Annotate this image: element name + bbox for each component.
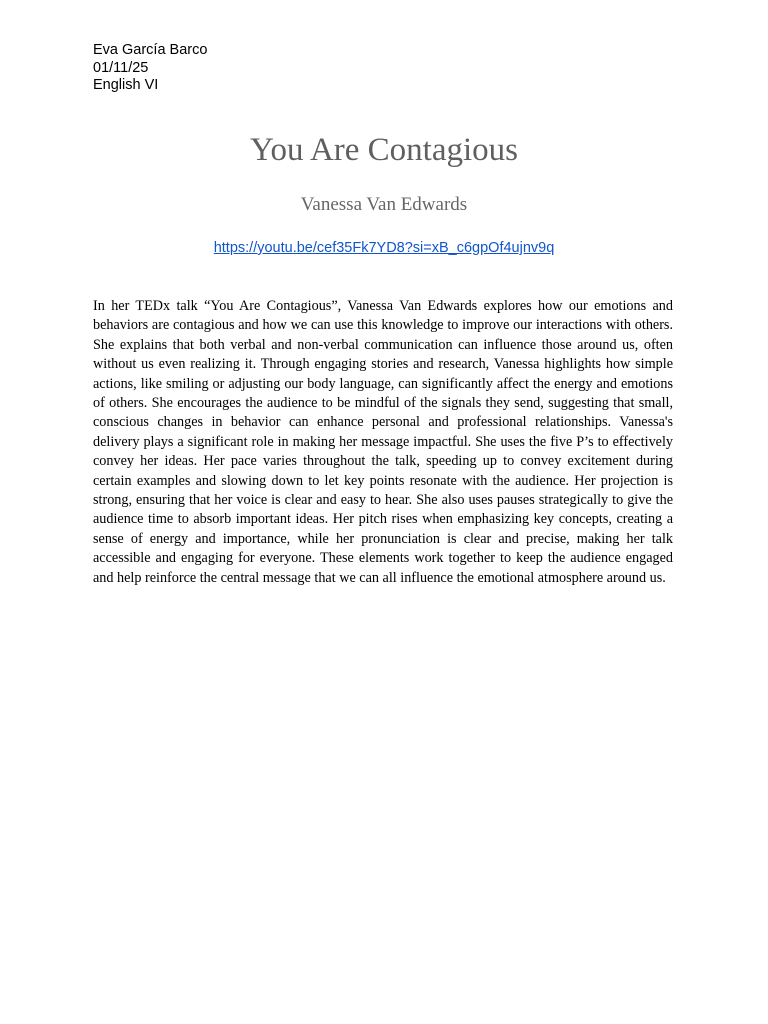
video-link[interactable]: https://youtu.be/cef35Fk7YD8?si=xB_c6gpOf4ujnv9q [213,240,555,256]
author-name: Eva García Barco [93,42,208,58]
document-date: 01/11/25 [93,59,149,76]
document-header [93,42,207,95]
document-subtitle: Vanessa Van Edwards [300,194,468,215]
body-paragraph: In her TEDx talk “You Are Contagious”, Vanessa Van Edwards explores how our emotions and behaviors are contagious and how we can use this knowledge to improve our interactions with others. She explains that both verbal and non-verbal communication can influence those around us, often without us even realizing it. Through engaging stories and research, Vanessa highlights how simple actions, like smiling or adjusting our body language, can significantly affect the energy and emotions of others. She encourages the audience to be mindful of the signals they send, suggesting that small, conscious changes in behavior can enhance personal and professional relationships. Vanessa's delivery plays a significant role in making her message impactful. She uses the five P’s to effectively convey her ideas. Her pace varies throughout the talk, speeding up to convey excitement during certain examples and slowing down to let key points resonate with the audience. Her projection is strong, ensuring that her voice is clear and easy to hear. She also uses pauses strategically to give the audience time to absorb important ideas. Her pitch rises when emphasizing key concepts, creating a sense of energy and importance, while her pronunciation is clear and precise, making her talk accessible and engaging for everyone. These elements work together to keep the audience engaged and help reinforce the central message that we can all influence the emotional atmosphere around us. [93,298,673,586]
video-link-container [0,239,768,257]
document-title: You Are Contagious [249,132,518,168]
course-name: English VI [93,77,159,93]
